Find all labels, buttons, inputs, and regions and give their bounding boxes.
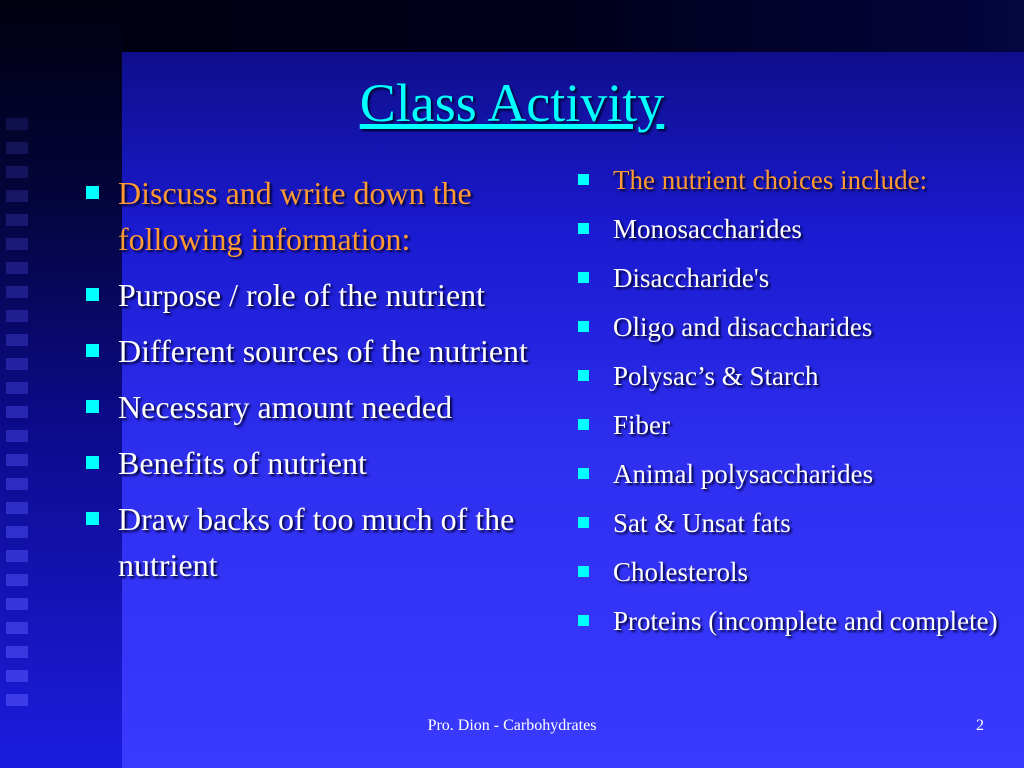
list-item (84, 272, 554, 318)
list-item (576, 503, 1016, 543)
decorative-squares (6, 118, 28, 708)
list-item (576, 356, 1016, 396)
list-item-text: Benefits of nutrient (118, 445, 367, 481)
square-bullet-icon (578, 566, 589, 577)
square-bullet-icon (578, 223, 589, 234)
list-item-text: Draw backs of too much of the nutrient (118, 501, 515, 583)
square-bullet-icon (86, 288, 99, 301)
list-item-text: Purpose / role of the nutrient (118, 277, 486, 313)
square-bullet-icon (578, 419, 589, 430)
square-bullet-icon (86, 344, 99, 357)
list-item (576, 209, 1016, 249)
list-item (84, 384, 554, 430)
list-item (576, 258, 1016, 298)
square-bullet-icon (578, 272, 589, 283)
slide-footer: Pro. Dion - Carbohydrates (427, 717, 597, 734)
left-bullet-list (84, 170, 554, 598)
list-item-text: Different sources of the nutrient (118, 333, 528, 369)
list-item-text: Discuss and write down the following information: (118, 175, 472, 257)
list-item (576, 601, 1016, 641)
list-item (84, 496, 554, 588)
square-bullet-icon (578, 615, 589, 626)
page-number: 2 (976, 717, 984, 734)
list-item-text: Oligo and disaccharides (613, 312, 873, 342)
square-bullet-icon (578, 468, 589, 479)
list-item (84, 170, 554, 262)
square-bullet-icon (86, 512, 99, 525)
list-item (576, 160, 1016, 200)
square-bullet-icon (578, 174, 589, 185)
list-item (576, 405, 1016, 445)
square-bullet-icon (578, 321, 589, 332)
list-item-text: Monosaccharides (613, 214, 802, 244)
list-item (576, 307, 1016, 347)
list-item-text: Sat & Unsat fats (613, 508, 791, 538)
square-bullet-icon (86, 400, 99, 413)
right-bullet-list (576, 160, 1016, 650)
slide-title: Class Activity (359, 73, 665, 133)
square-bullet-icon (578, 517, 589, 528)
square-bullet-icon (86, 186, 99, 199)
top-band (0, 0, 1024, 52)
list-item-text: Cholesterols (613, 557, 748, 587)
list-item-text: Disaccharide's (613, 263, 770, 293)
list-item (84, 440, 554, 486)
list-item (576, 552, 1016, 592)
list-item-text: Proteins (incomplete and complete) (613, 606, 998, 636)
list-item (84, 328, 554, 374)
list-item (576, 454, 1016, 494)
list-item-text: The nutrient choices include: (613, 165, 928, 195)
list-item-text: Fiber (613, 410, 670, 440)
square-bullet-icon (86, 456, 99, 469)
list-item-text: Animal polysaccharides (613, 459, 874, 489)
square-bullet-icon (578, 370, 589, 381)
list-item-text: Polysac’s & Starch (613, 361, 819, 391)
list-item-text: Necessary amount needed (118, 389, 453, 425)
